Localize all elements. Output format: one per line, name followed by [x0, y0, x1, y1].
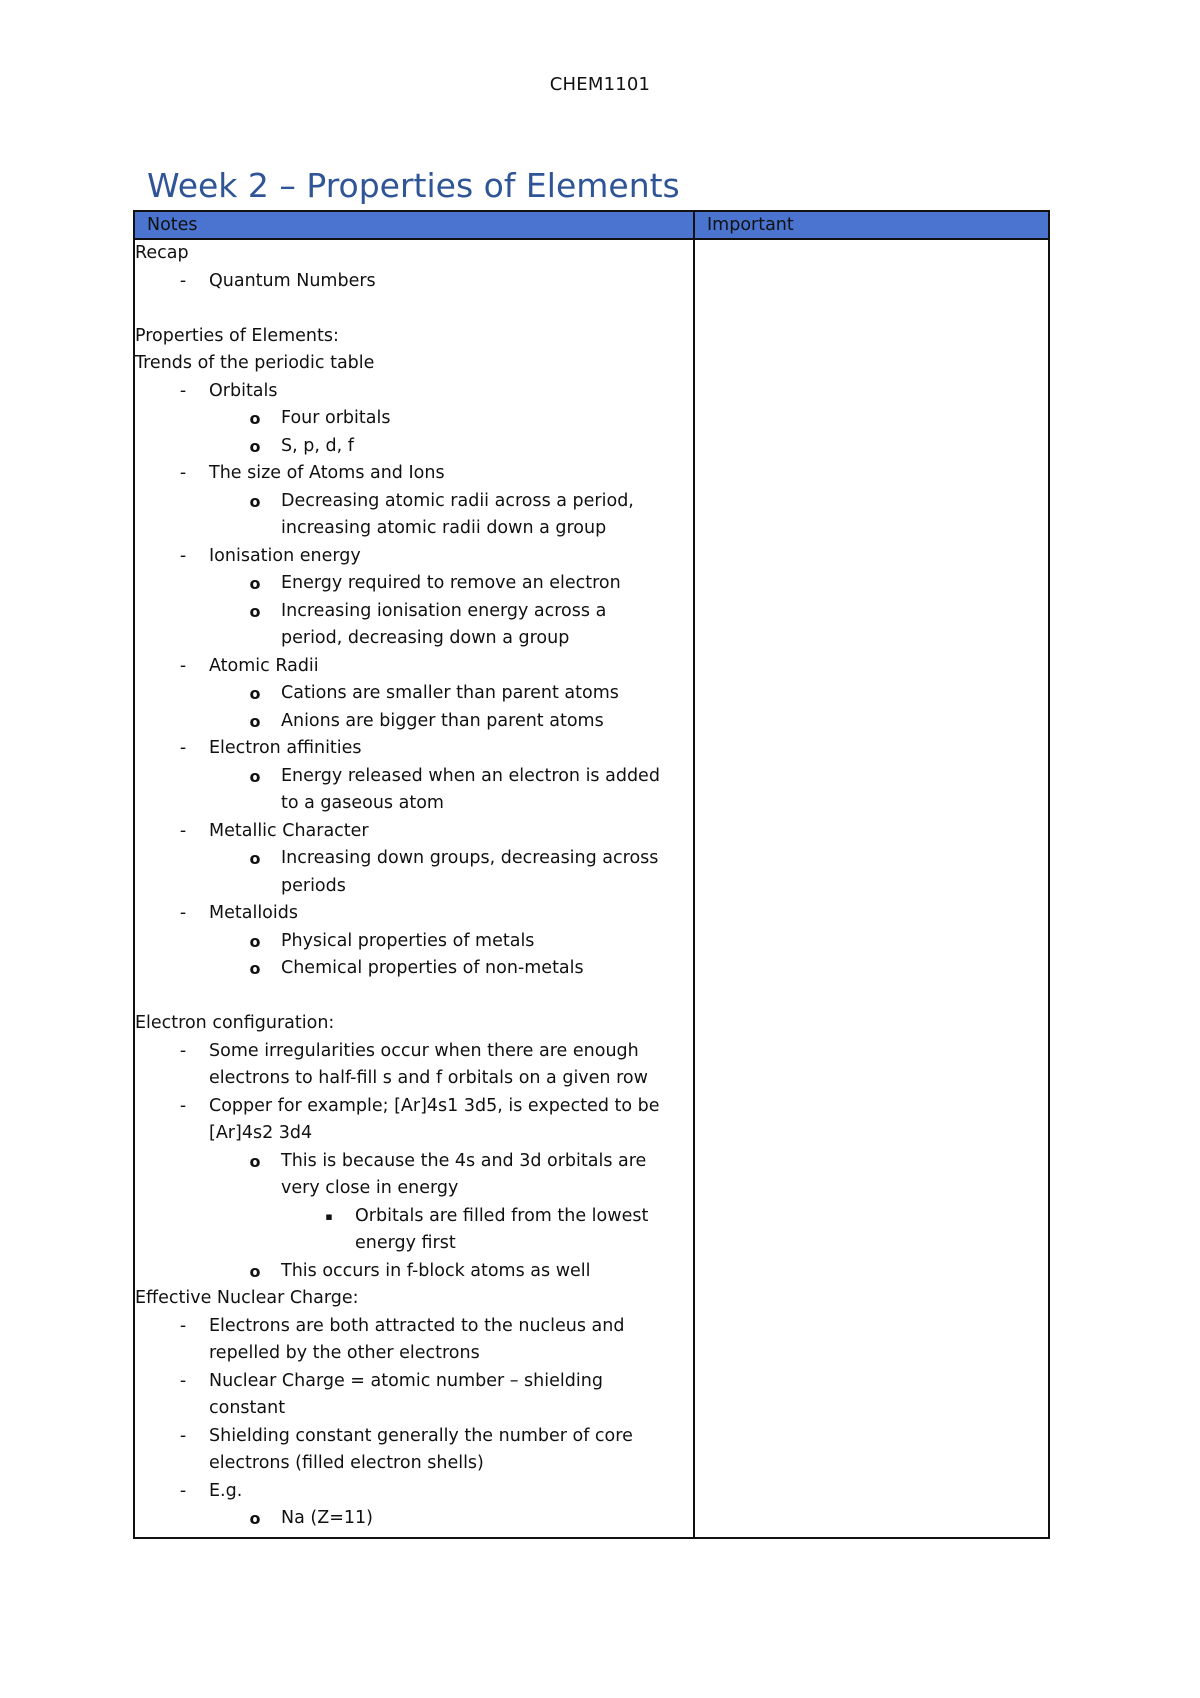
list-item [135, 598, 693, 626]
circle-bullet-icon: o [249, 931, 261, 951]
list-item [135, 1175, 693, 1203]
document-title: Week 2 – Properties of Elements [147, 166, 680, 205]
dash-bullet-icon: - [179, 738, 187, 758]
dash-bullet-icon: - [179, 903, 187, 923]
list-item [135, 488, 693, 516]
square-bullet-icon: ▪ [325, 1209, 333, 1223]
list-item [135, 900, 693, 928]
dash-bullet-icon: - [179, 463, 187, 483]
line-text: repelled by the other electrons [209, 1343, 480, 1363]
list-item [135, 845, 693, 873]
list-item [135, 1038, 693, 1066]
column-header-notes: Notes [134, 211, 694, 239]
dash-bullet-icon: - [179, 655, 187, 676]
line-text: Electrons are both attracted to the nucleus and [209, 1315, 625, 1336]
list-item [135, 1423, 693, 1451]
line-text: Some irregularities occur when there are enough [209, 1040, 639, 1061]
line-text: Quantum Numbers [209, 270, 376, 291]
list-item [135, 1203, 693, 1231]
list-item [135, 1340, 693, 1368]
section-heading [135, 350, 693, 378]
list-item [135, 1478, 693, 1506]
page-header: CHEM1101 [549, 74, 651, 95]
line-text: Anions are bigger than parent atoms [281, 710, 604, 731]
list-item [135, 1313, 693, 1341]
line-text: Energy required to remove an electron [281, 573, 621, 593]
circle-bullet-icon: o [249, 491, 261, 511]
line-text: Na (Z=11) [281, 1508, 373, 1528]
line-text: Four orbitals [281, 408, 391, 428]
line-text: period, decreasing down a group [281, 628, 570, 648]
line-text: Orbitals are filled from the lowest [355, 1205, 649, 1226]
list-item [135, 735, 693, 763]
dash-bullet-icon: - [179, 1040, 187, 1061]
dash-bullet-icon: - [179, 1315, 187, 1336]
line-text: The size of Atoms and Ions [209, 463, 445, 483]
line-text: Properties of Elements: [135, 325, 339, 346]
line-text: Effective Nuclear Charge: [135, 1288, 359, 1308]
dash-bullet-icon: - [179, 545, 187, 566]
list-item [135, 433, 693, 461]
dash-bullet-icon: - [179, 820, 187, 841]
line-text: electrons to half-fill s and f orbitals on a given row [209, 1068, 648, 1088]
circle-bullet-icon: o [249, 959, 261, 978]
line-text: Energy released when an electron is added [281, 765, 660, 786]
list-item [135, 1395, 693, 1423]
line-text: Physical properties of metals [281, 930, 535, 951]
dash-bullet-icon: - [179, 1425, 187, 1446]
section-heading [135, 1285, 693, 1313]
list-item [135, 1120, 693, 1148]
circle-bullet-icon: o [249, 436, 261, 456]
line-text: Recap [135, 243, 189, 263]
section-heading [135, 323, 693, 351]
list-item [135, 405, 693, 433]
dash-bullet-icon: - [179, 1095, 187, 1116]
section-heading [135, 1010, 693, 1038]
line-text: to a gaseous atom [281, 793, 444, 813]
line-text: Chemical properties of non-metals [281, 958, 584, 978]
list-item [135, 1230, 693, 1258]
column-header-important: Important [694, 211, 1049, 239]
line-text: increasing atomic radii down a group [281, 518, 607, 538]
line-text: Increasing down groups, decreasing across [281, 848, 659, 868]
notes-table [133, 210, 1050, 1539]
list-item [135, 378, 693, 406]
circle-bullet-icon: o [249, 409, 261, 428]
circle-bullet-icon: o [249, 684, 261, 703]
circle-bullet-icon: o [249, 601, 261, 621]
list-item [135, 1258, 693, 1286]
list-item [135, 268, 693, 296]
list-item [135, 1450, 693, 1478]
table-row [134, 239, 1049, 1538]
list-item [135, 873, 693, 901]
line-text: [Ar]4s2 3d4 [209, 1123, 313, 1143]
line-text: Trends of the periodic table [135, 353, 375, 373]
list-item [135, 1093, 693, 1121]
section-heading [135, 240, 693, 268]
list-item [135, 570, 693, 598]
dash-bullet-icon: - [179, 1370, 187, 1391]
line-text: very close in energy [281, 1178, 459, 1198]
line-text: periods [281, 875, 346, 896]
line-text: Cations are smaller than parent atoms [281, 683, 619, 703]
line-text: Decreasing atomic radii across a period, [281, 490, 634, 511]
important-cell[interactable] [694, 239, 1049, 1538]
list-item [135, 680, 693, 708]
line-text: E.g. [209, 1480, 243, 1501]
line-text: energy first [355, 1233, 456, 1253]
list-item [135, 460, 693, 488]
circle-bullet-icon: o [249, 1151, 261, 1171]
list-item [135, 1148, 693, 1176]
line-text: Increasing ionisation energy across a [281, 600, 607, 621]
list-item [135, 1368, 693, 1396]
list-item [135, 515, 693, 543]
list-item [135, 818, 693, 846]
line-text: Copper for example; [Ar]4s1 3d5, is expected to be [209, 1095, 660, 1116]
line-text: Orbitals [209, 380, 278, 401]
line-text: constant [209, 1398, 286, 1418]
line-text: Nuclear Charge = atomic number – shielding [209, 1370, 603, 1391]
blank-line [135, 295, 693, 323]
circle-bullet-icon: o [249, 1509, 261, 1528]
list-item [135, 928, 693, 956]
list-item [135, 955, 693, 983]
dash-bullet-icon: - [179, 270, 187, 291]
table-header-row [134, 211, 1049, 239]
list-item [135, 790, 693, 818]
circle-bullet-icon: o [249, 1261, 261, 1281]
circle-bullet-icon: o [249, 766, 261, 786]
circle-bullet-icon: o [249, 711, 261, 731]
notes-cell[interactable] [134, 239, 694, 1538]
line-text: Shielding constant generally the number of core [209, 1425, 633, 1446]
line-text: Atomic Radii [209, 655, 319, 676]
line-text: Electron affinities [209, 738, 362, 758]
line-text: This is because the 4s and 3d orbitals are [281, 1150, 647, 1171]
line-text: This occurs in f-block atoms as well [281, 1260, 591, 1281]
line-text: S, p, d, f [281, 435, 354, 456]
list-item [135, 1505, 693, 1533]
dash-bullet-icon: - [179, 1480, 187, 1501]
list-item [135, 708, 693, 736]
list-item [135, 653, 693, 681]
line-text: Ionisation energy [209, 545, 361, 566]
circle-bullet-icon: o [249, 849, 261, 868]
line-text: Metallic Character [209, 820, 369, 841]
line-text: electrons (filled electron shells) [209, 1453, 484, 1473]
line-text: Electron configuration: [135, 1013, 335, 1033]
list-item [135, 1065, 693, 1093]
blank-line [135, 983, 693, 1011]
dash-bullet-icon: - [179, 380, 187, 401]
line-text: Metalloids [209, 903, 298, 923]
list-item [135, 625, 693, 653]
list-item [135, 543, 693, 571]
list-item [135, 763, 693, 791]
circle-bullet-icon: o [249, 574, 261, 593]
